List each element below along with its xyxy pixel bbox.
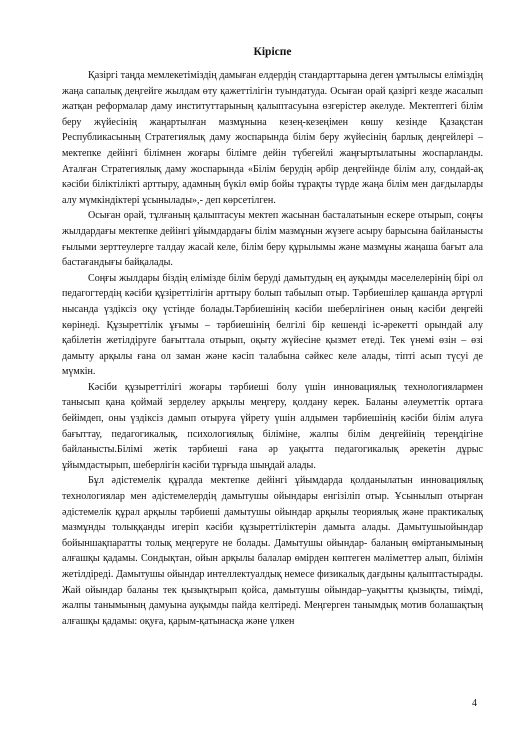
paragraph: Қазіргі таңда мемлекетіміздің дамыған елдердің стандарттарына деген ұмтылысы еліміздің жаңа сапалық деңгейге жылдам өту қажеттілігін туындатуда. Осыған орай қазіргі кезде жасалып жатқан реформалар даму институттарының қалыптасуына өзгерістер әкелуде. Мектептегі білім беру жүйесінің жаңартылған мазмұнына кезең-кезеңімен көшу кезінде Қазақстан Республикасының Стратегиялық даму жоспарында білім беру жүйесінің барлық деңгейлері – мектепке дейінгі білімнен жоғары білімге дейін түбегейлі жаңғыртылатыны жоспарланды. Аталған Стратегиялық даму жоспарында «Білім берудің әрбір деңгейінде білім алу, сондай-ақ кәсіби біліктілікті арттыру, адамның бүкіл өмір бойы тұрақты түрде жаңа білім мен дағдыларды алу мүмкіндіктері ұсынылады»,- деп көрсетілген. <box>62 70 483 206</box>
paragraph: Бұл әдістемелік құралда мектепке дейінгі ұйымдарда қолданылатын инновациялық технологиялар мен әдістемелердің дамытушы ойындары енгізіліп отыр. Ұсынылып отырған әдістемелік құрал арқылы тәрбиеші дамытушы ойындар арқылы теориялық және практикалық мазмұнды толыққанды игеріп кәсіби құзыреттіліктерін дамыта алады. Дамытушыойындар бойыншақпаратты толық меңгеруге не болады. Дамытушы ойындар- баланың өміртанымының алғашқы қадамы. Сондықтан, ойын арқылы балалар өмірден көптеген мәліметтер алып, білімін жетілдіреді. Дамытушы ойындар интеллектуалдық немесе физикалық дағдыны қалыптастырады. Жай ойындар баланы тек қызықтырып қойса, дамытушы ойындар–уақытты қызықты, тиімді, жалпы танымының дамуына ауқымды пайда келтіреді. Меңгерген танымдық мотив болашақтың алғашқы қадамы: оқуға, қарым-қатынасқа және үлкен <box>62 475 483 627</box>
paragraph: Осыған орай, тұлғаның қалыптасуы мектеп жасынан басталатынын ескере отырып, соңғы жылдардағы мектепке дейінгі ұйымдардағы білім мазмұнын жүзеге асыру барысына байланысты ғылыми зерттеулерге талдау жасай келе, білім беру құрылымы және мазмұны жаңаша бағыт ала бастағандығы байқалады. <box>62 210 483 269</box>
paragraph: Кәсіби құзыреттілігі жоғары тәрбиеші болу үшін инновациялық технологиялармен танысып қана қоймай зерделеу арқылы меңгеру, қолдану керек. Баланы әлеуметтік ортаға бейімдеп, оны үздіксіз дамып отыруға үйрету үшін алдымен тәрбиешінің кәсіби білім алуға бағыттау, педагогикалық, психологиялық біліміне, жалпы білім деңгейінің тереңдігіне байланысты.Білімі жетік тәрбиеші ғана әр уақытта педагогикалық әрекетін дұрыс ұйымдастырып, шеберлігін кәсіби тұрғыда шыңдай алады. <box>62 381 483 471</box>
document-title: Кіріспе <box>253 46 292 58</box>
paragraph: Соңғы жылдары біздің елімізде білім беруді дамытудың ең ауқымды мәселелерінің бірі ол педагогтердің кәсіби құзіреттілігін арттыру болып табылып отыр. Тәрбиешілер қашанда әртүрлі нысанда үздіксіз оқу үстінде болады.Тәрбиешінің кәсіби шеберлігінен оның кәсіби деңгейі көрінеді. Құзыреттілік ұғымы – тәрбиешінің белгілі бір кешенді іс-әрекетті орындай алу қабілетін жетілдіруге бағыттала отырып, оқыту жүйесіне қызмет етеді. Тек үнемі өзін – өзі дамыту арқылы ғана ол заман және кәсіп талабына сәйкес келе алады, тіпті асып түсуі де мүмкін. <box>62 272 483 378</box>
page-number: 4 <box>472 698 477 709</box>
